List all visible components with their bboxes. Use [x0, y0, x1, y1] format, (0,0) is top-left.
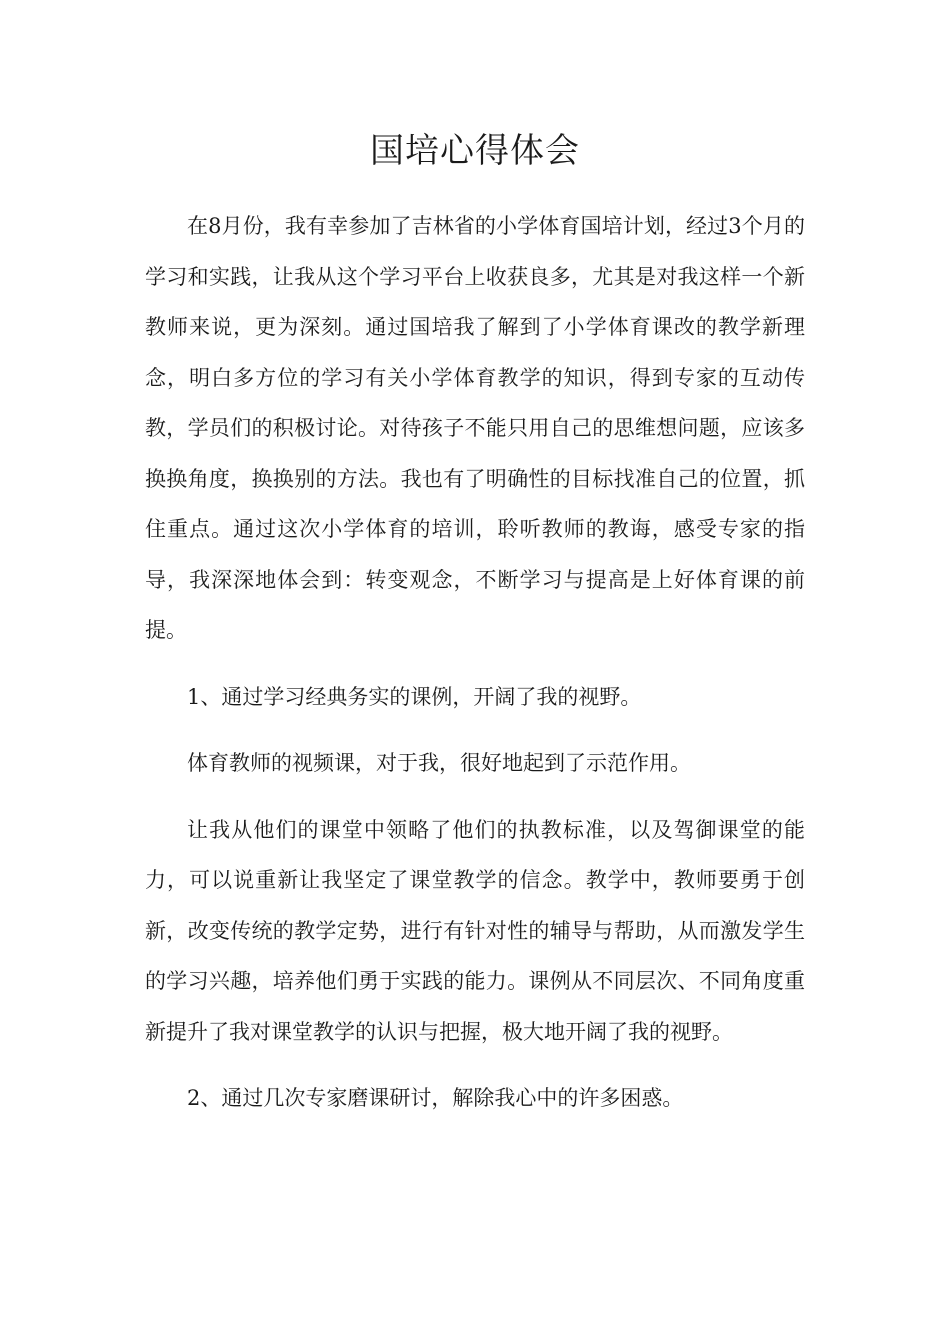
paragraph-classroom-insight: 让我从他们的课堂中领略了他们的执教标准，以及驾御课堂的能力，可以说重新让我坚定了课堂教学的信念。教学中，教师要勇于创新，改变传统的教学定势，进行有针对性的辅导与帮助，从而激发学生的学习兴趣，培养他们勇于实践的能力。课例从不同层次、不同角度重新提升了我对课堂教学的认识与把握，极大地开阔了我的视野。 — [145, 817, 805, 1044]
paragraph-video-lesson: 体育教师的视频课，对于我，很好地起到了示范作用。 — [187, 751, 691, 775]
document-body — [145, 201, 805, 1124]
paragraph-intro: 在8月份，我有幸参加了吉林省的小学体育国培计划，经过3个月的学习和实践，让我从这个学习平台上收获良多，尤其是对我这样一个新教师来说，更为深刻。通过国培我了解到了小学体育课改的教学新理念，明白多方位的学习有关小学体育教学的知识，得到专家的互动传教，学员们的积极讨论。对待孩子不能只用自己的思维想问题，应该多换换角度，换换别的方法。我也有了明确性的目标找准自己的位置，抓住重点。通过这次小学体育的培训，聆听教师的教诲，感受专家的指导，我深深地体会到：转变观念，不断学习与提高是上好体育课的前提。 — [145, 214, 805, 642]
paragraph-point-2-heading: 2、通过几次专家磨课研讨，解除我心中的许多困惑。 — [187, 1086, 684, 1110]
paragraph-point-1-heading: 1、通过学习经典务实的课例，开阔了我的视野。 — [187, 684, 642, 709]
document-title: 国培心得体会 — [370, 131, 580, 171]
